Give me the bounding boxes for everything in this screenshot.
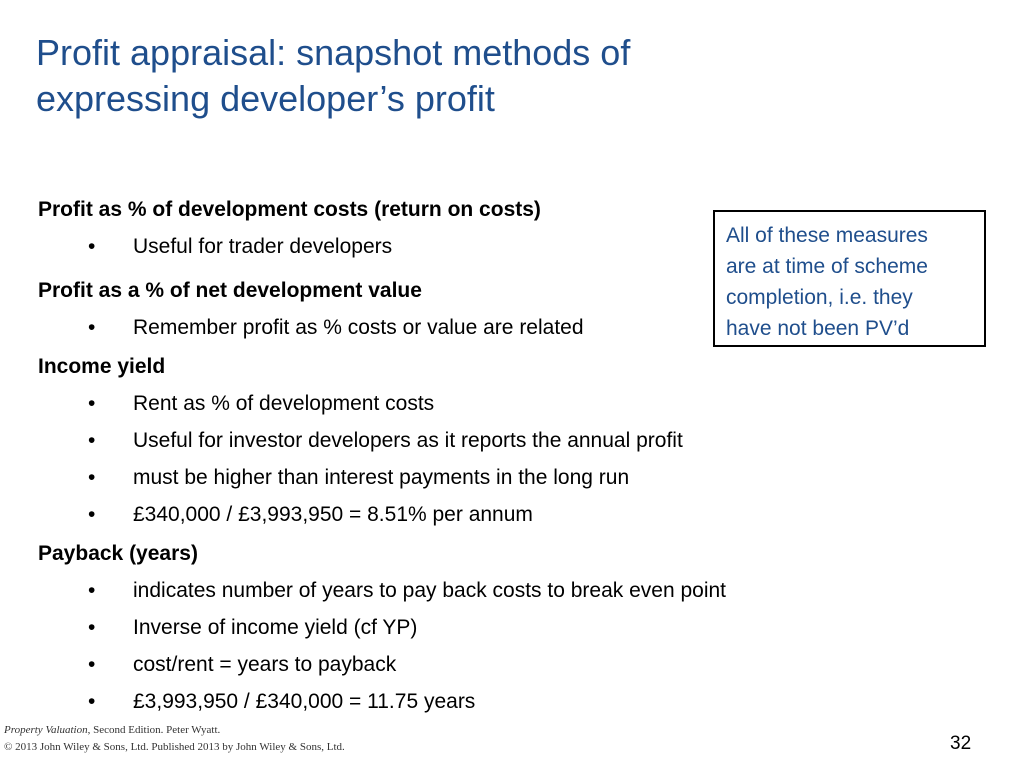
section-heading-net-development-value: Profit as a % of net development value — [38, 279, 422, 302]
bullet-marker: • — [88, 579, 96, 602]
bullet-text: £340,000 / £3,993,950 = 8.51% per annum — [133, 503, 533, 526]
bullet-text: Inverse of income yield (cf YP) — [133, 616, 418, 639]
section-heading-income-yield: Income yield — [38, 355, 166, 378]
footer-copyright: © 2013 John Wiley & Sons, Ltd. Published 2013 by John Wiley & Sons, Ltd. — [4, 741, 345, 753]
slide-title-line-2: expressing developer’s profit — [36, 78, 495, 119]
bullet-text: Rent as % of development costs — [133, 392, 435, 415]
book-title: Property Valuation — [4, 724, 88, 736]
bullet-text: Remember profit as % costs or value are related — [133, 316, 584, 339]
bullet-text: Useful for trader developers — [133, 235, 393, 258]
slide-title — [36, 30, 756, 122]
bullet-marker: • — [88, 429, 96, 452]
bullet-text: indicates number of years to pay back costs to break even point — [133, 579, 726, 602]
callout-line-3: completion, i.e. they — [726, 286, 913, 309]
bullet-text: cost/rent = years to payback — [133, 653, 397, 676]
section-heading-payback: Payback (years) — [38, 542, 198, 565]
bullet-text: must be higher than interest payments in the long run — [133, 466, 630, 489]
bullet-marker: • — [88, 235, 96, 258]
page-number: 32 — [950, 733, 972, 754]
bullet-marker: • — [88, 690, 96, 713]
bullet-marker: • — [88, 316, 96, 339]
bullet-marker: • — [88, 466, 96, 489]
bullet-marker: • — [88, 392, 96, 415]
book-edition-author: , Second Edition. Peter Wyatt. — [87, 724, 221, 736]
bullet-marker: • — [88, 616, 96, 639]
section-heading-return-on-costs: Profit as % of development costs (return on costs) — [38, 198, 541, 221]
callout-line-2: are at time of scheme — [726, 255, 928, 278]
bullet-marker: • — [88, 653, 96, 676]
callout-box — [713, 210, 986, 347]
callout-line-4: have not been PV’d — [726, 317, 910, 340]
bullet-marker: • — [88, 503, 96, 526]
slide-title-line-1: Profit appraisal: snapshot methods of — [36, 32, 631, 73]
bullet-text: £3,993,950 / £340,000 = 11.75 years — [133, 690, 476, 713]
callout-line-1: All of these measures — [726, 224, 928, 247]
bullet-text: Useful for investor developers as it reports the annual profit — [133, 429, 683, 452]
footer-line-1 — [4, 722, 345, 739]
footer-citation — [4, 722, 345, 756]
